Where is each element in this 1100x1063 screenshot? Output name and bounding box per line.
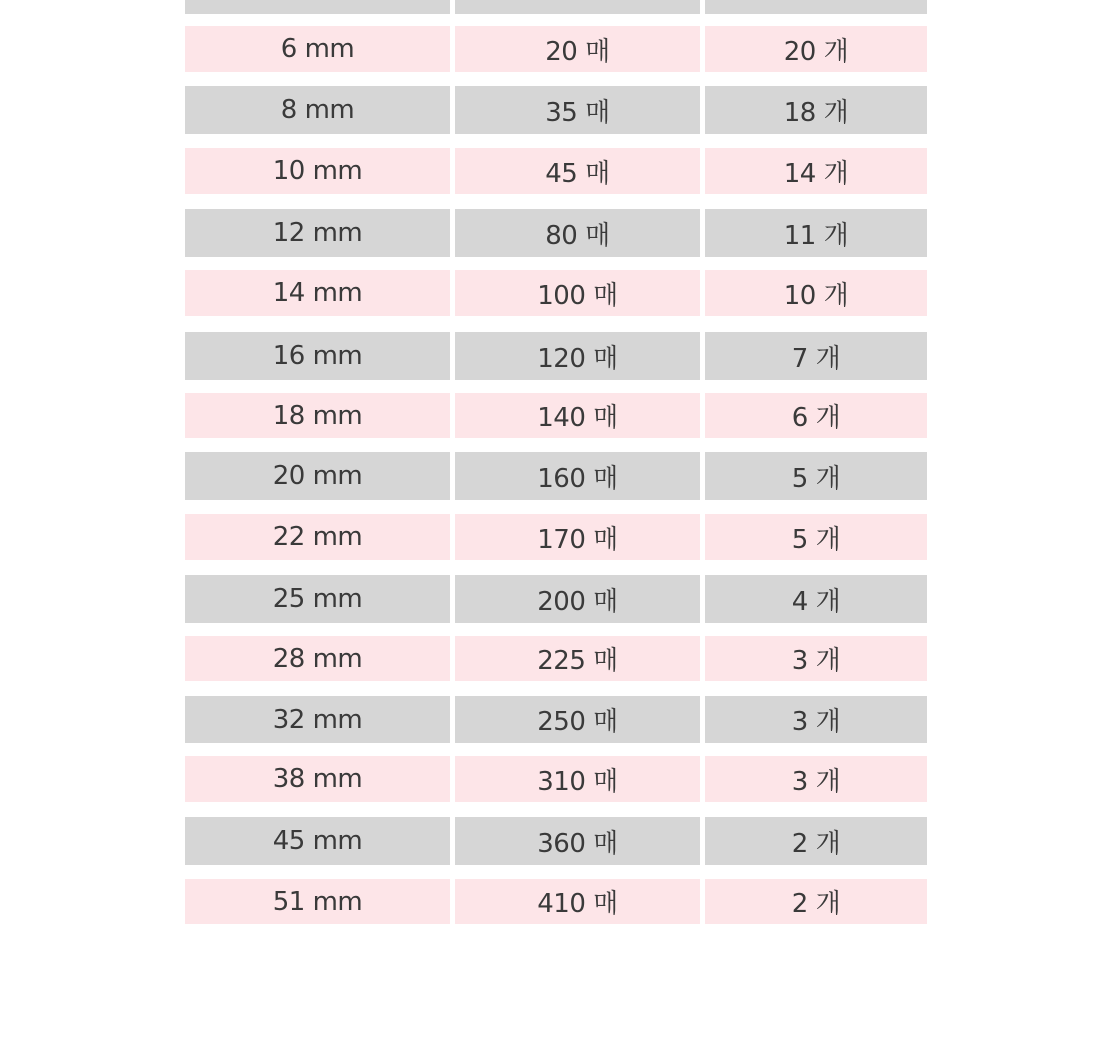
pieces-cell: 10 개 xyxy=(705,270,927,316)
size-cell: 12 mm xyxy=(185,209,450,257)
table-row xyxy=(0,209,1100,257)
pieces-cell: 14 개 xyxy=(705,148,927,194)
count-cell: 35 매 xyxy=(455,86,700,134)
table-row xyxy=(0,393,1100,438)
pieces-cell: 18 개 xyxy=(705,86,927,134)
size-cell: 38 mm xyxy=(185,756,450,802)
size-cell: 14 mm xyxy=(185,270,450,316)
table-row xyxy=(0,26,1100,72)
size-cell: 8 mm xyxy=(185,86,450,134)
size-cell: 25 mm xyxy=(185,575,450,623)
size-cell: 51 mm xyxy=(185,879,450,924)
count-cell: 120 매 xyxy=(455,332,700,380)
count-cell: 410 매 xyxy=(455,879,700,924)
count-cell: 200 매 xyxy=(455,575,700,623)
size-cell: 6 mm xyxy=(185,26,450,72)
table-row xyxy=(0,636,1100,681)
pieces-cell: 4 개 xyxy=(705,575,927,623)
size-cell: 28 mm xyxy=(185,636,450,681)
size-cell: 32 mm xyxy=(185,696,450,743)
pieces-cell: 3 개 xyxy=(705,756,927,802)
table-header-row xyxy=(0,0,1100,14)
count-cell: 100 매 xyxy=(455,270,700,316)
pieces-cell: 11 개 xyxy=(705,209,927,257)
table-row xyxy=(0,879,1100,924)
count-cell: 45 매 xyxy=(455,148,700,194)
table-row xyxy=(0,452,1100,500)
pieces-cell: 20 개 xyxy=(705,26,927,72)
size-cell: 10 mm xyxy=(185,148,450,194)
header-cell-count xyxy=(455,0,700,14)
table-row xyxy=(0,270,1100,316)
pieces-cell: 2 개 xyxy=(705,817,927,865)
table-row xyxy=(0,148,1100,194)
size-cell: 20 mm xyxy=(185,452,450,500)
count-cell: 250 매 xyxy=(455,696,700,743)
size-cell: 16 mm xyxy=(185,332,450,380)
header-cell-size xyxy=(185,0,450,14)
pieces-cell: 5 개 xyxy=(705,452,927,500)
table-row xyxy=(0,86,1100,134)
pieces-cell: 6 개 xyxy=(705,393,927,438)
pieces-cell: 7 개 xyxy=(705,332,927,380)
size-cell: 18 mm xyxy=(185,393,450,438)
count-cell: 225 매 xyxy=(455,636,700,681)
table-row xyxy=(0,514,1100,560)
table-row xyxy=(0,756,1100,802)
table-row xyxy=(0,696,1100,743)
count-cell: 360 매 xyxy=(455,817,700,865)
pieces-cell: 5 개 xyxy=(705,514,927,560)
count-cell: 80 매 xyxy=(455,209,700,257)
count-cell: 170 매 xyxy=(455,514,700,560)
pieces-cell: 3 개 xyxy=(705,636,927,681)
table-row xyxy=(0,817,1100,865)
table-row xyxy=(0,575,1100,623)
count-cell: 160 매 xyxy=(455,452,700,500)
size-cell: 45 mm xyxy=(185,817,450,865)
pieces-cell: 3 개 xyxy=(705,696,927,743)
count-cell: 20 매 xyxy=(455,26,700,72)
count-cell: 310 매 xyxy=(455,756,700,802)
header-cell-pieces xyxy=(705,0,927,14)
pieces-cell: 2 개 xyxy=(705,879,927,924)
table-row xyxy=(0,332,1100,380)
count-cell: 140 매 xyxy=(455,393,700,438)
size-cell: 22 mm xyxy=(185,514,450,560)
